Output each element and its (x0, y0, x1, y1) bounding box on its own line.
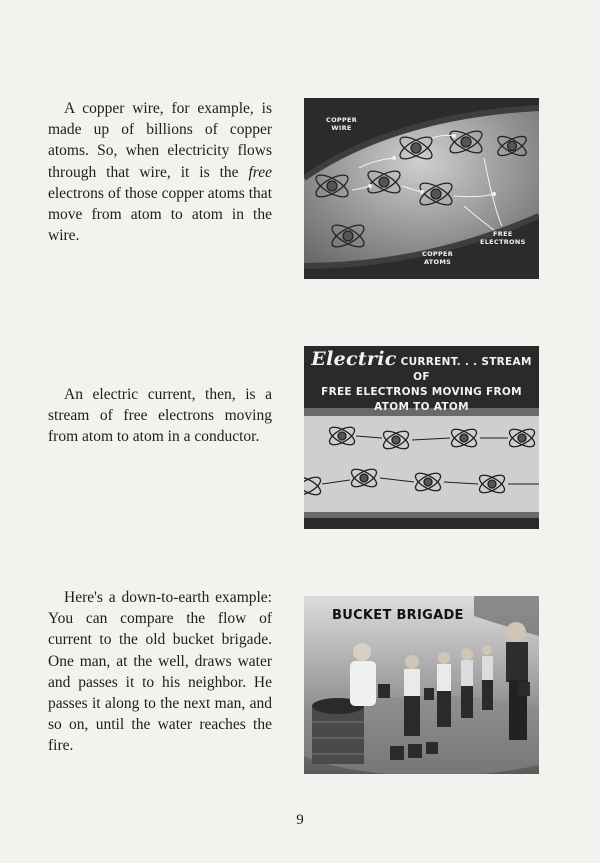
figure-title-bucket-brigade: BUCKET BRIGADE (332, 608, 464, 623)
paragraph-electric-current: An electric current, then, is a stream of free electrons moving from atom to atom in a conductor. (48, 386, 272, 446)
label-free-electrons: FREE ELECTRONS (480, 230, 526, 246)
figure-title-electric-current: Electric CURRENT. . . STREAM OF FREE ELECTRONS MOVING FROM ATOM TO ATOM (311, 348, 532, 413)
paragraph-bucket-brigade: Here's a down-to-earth example: You can compare the flow of current to the old bucket brigade. One man, at the well, draws water and passes it to his neighbor. He passes it along to the next man, and so on, until the water reaches the fire. (48, 589, 272, 755)
paragraph-copper-wire (48, 98, 272, 246)
illustration-bucket-brigade (304, 596, 539, 774)
illustration-electric-current (304, 346, 539, 529)
well (312, 698, 364, 764)
emphasis-free: free (248, 163, 272, 181)
paragraph-text: A copper wire, for example, is made up of billions of copper atoms. So, when electricity flows through that wire, it is the (48, 100, 272, 181)
illustration-copper-wire (304, 98, 539, 279)
label-copper-atoms: COPPER ATOMS (422, 250, 454, 266)
label-copper-wire: COPPER WIRE (326, 116, 358, 132)
page-number: 9 (296, 812, 304, 828)
paragraph-text: electrons of those copper atoms that move from atom to atom in the wire. (48, 184, 272, 245)
